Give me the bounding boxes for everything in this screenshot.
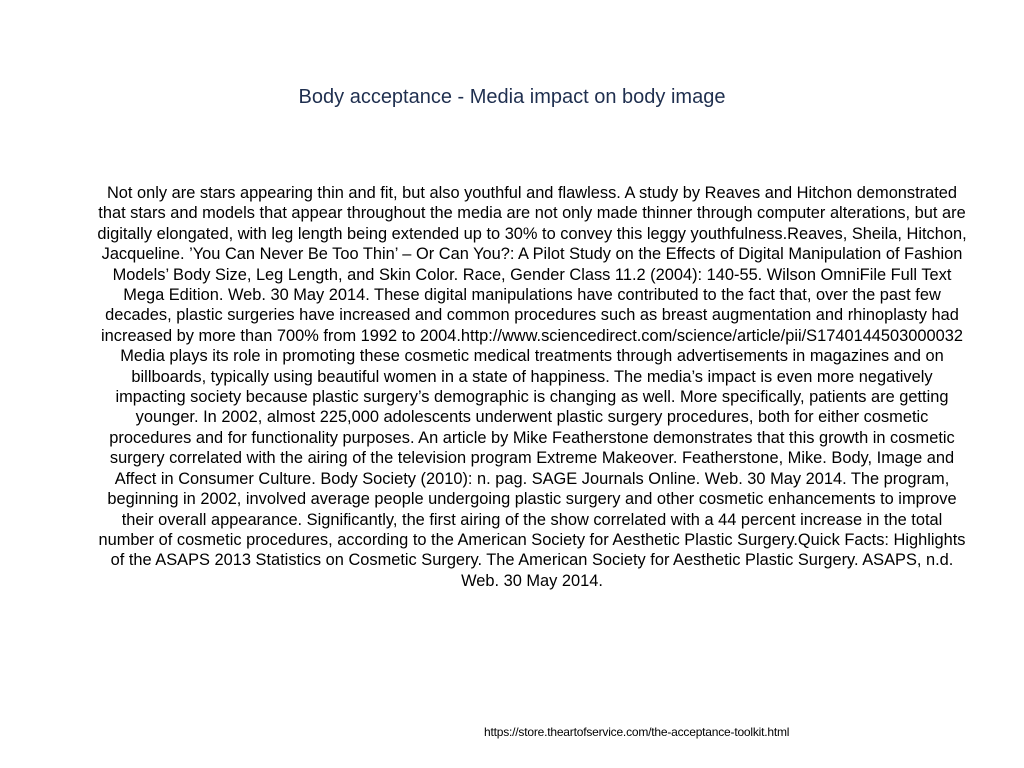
footer-url-link[interactable]: https://store.theartofservice.com/the-acceptance-toolkit.html bbox=[484, 725, 790, 739]
slide-title: Body acceptance - Media impact on body image bbox=[298, 86, 726, 108]
slide-body-text: Not only are stars appearing thin and fit, but also youthful and flawless. A study by Reaves and Hitchon demonstrated that stars and models that appear throughout the media are not only made thinner through computer alterations, but are digitally elongated, with leg length being extended up to 30% to convey this leggy youthfulness.Reaves, Sheila, Hitchon, Jacqueline. ’You Can Never Be Too Thin’ – Or Can You?: A Pilot Study on the Effects of Digital Manipulation of Fashion Models’ Body Size, Leg Length, and Skin Color. Race, Gender Class 11.2 (2004): 140-55. Wilson OmniFile Full Text Mega Edition. Web. 30 May 2014. These digital manipulations have contributed to the fact that, over the past few decades, plastic surgeries have increased and common procedures such as breast augmentation and rhinoplasty had increased by more than 700% from 1992 to 2004.http://www.sciencedirect.com/science/article/pii/S1740144503000032 Media plays its role in promoting these cosmetic medical treatments through advertisements in magazines and on billboards, typically using beautiful women in a state of happiness. The media’s impact is even more negatively impacting society because plastic surgery’s demographic is changing as well. More specifically, patients are getting younger. In 2002, almost 225,000 adolescents underwent plastic surgery procedures, both for either cosmetic procedures and for functionality purposes. An article by Mike Featherstone demonstrates that this growth in cosmetic surgery correlated with the airing of the television program Extreme Makeover. Featherstone, Mike. Body, Image and Affect in Consumer Culture. Body Society (2010): n. pag. SAGE Journals Online. Web. 30 May 2014. The program, beginning in 2002, involved average people undergoing plastic surgery and other cosmetic enhancements to improve their overall appearance. Significantly, the first airing of the show correlated with a 44 percent increase in the total number of cosmetic procedures, according to the American Society for Aesthetic Plastic Surgery.Quick Facts: Highlights of the ASAPS 2013 Statistics on Cosmetic Surgery. The American Society for Aesthetic Plastic Surgery. ASAPS, n.d. Web. 30 May 2014. bbox=[97, 184, 967, 590]
